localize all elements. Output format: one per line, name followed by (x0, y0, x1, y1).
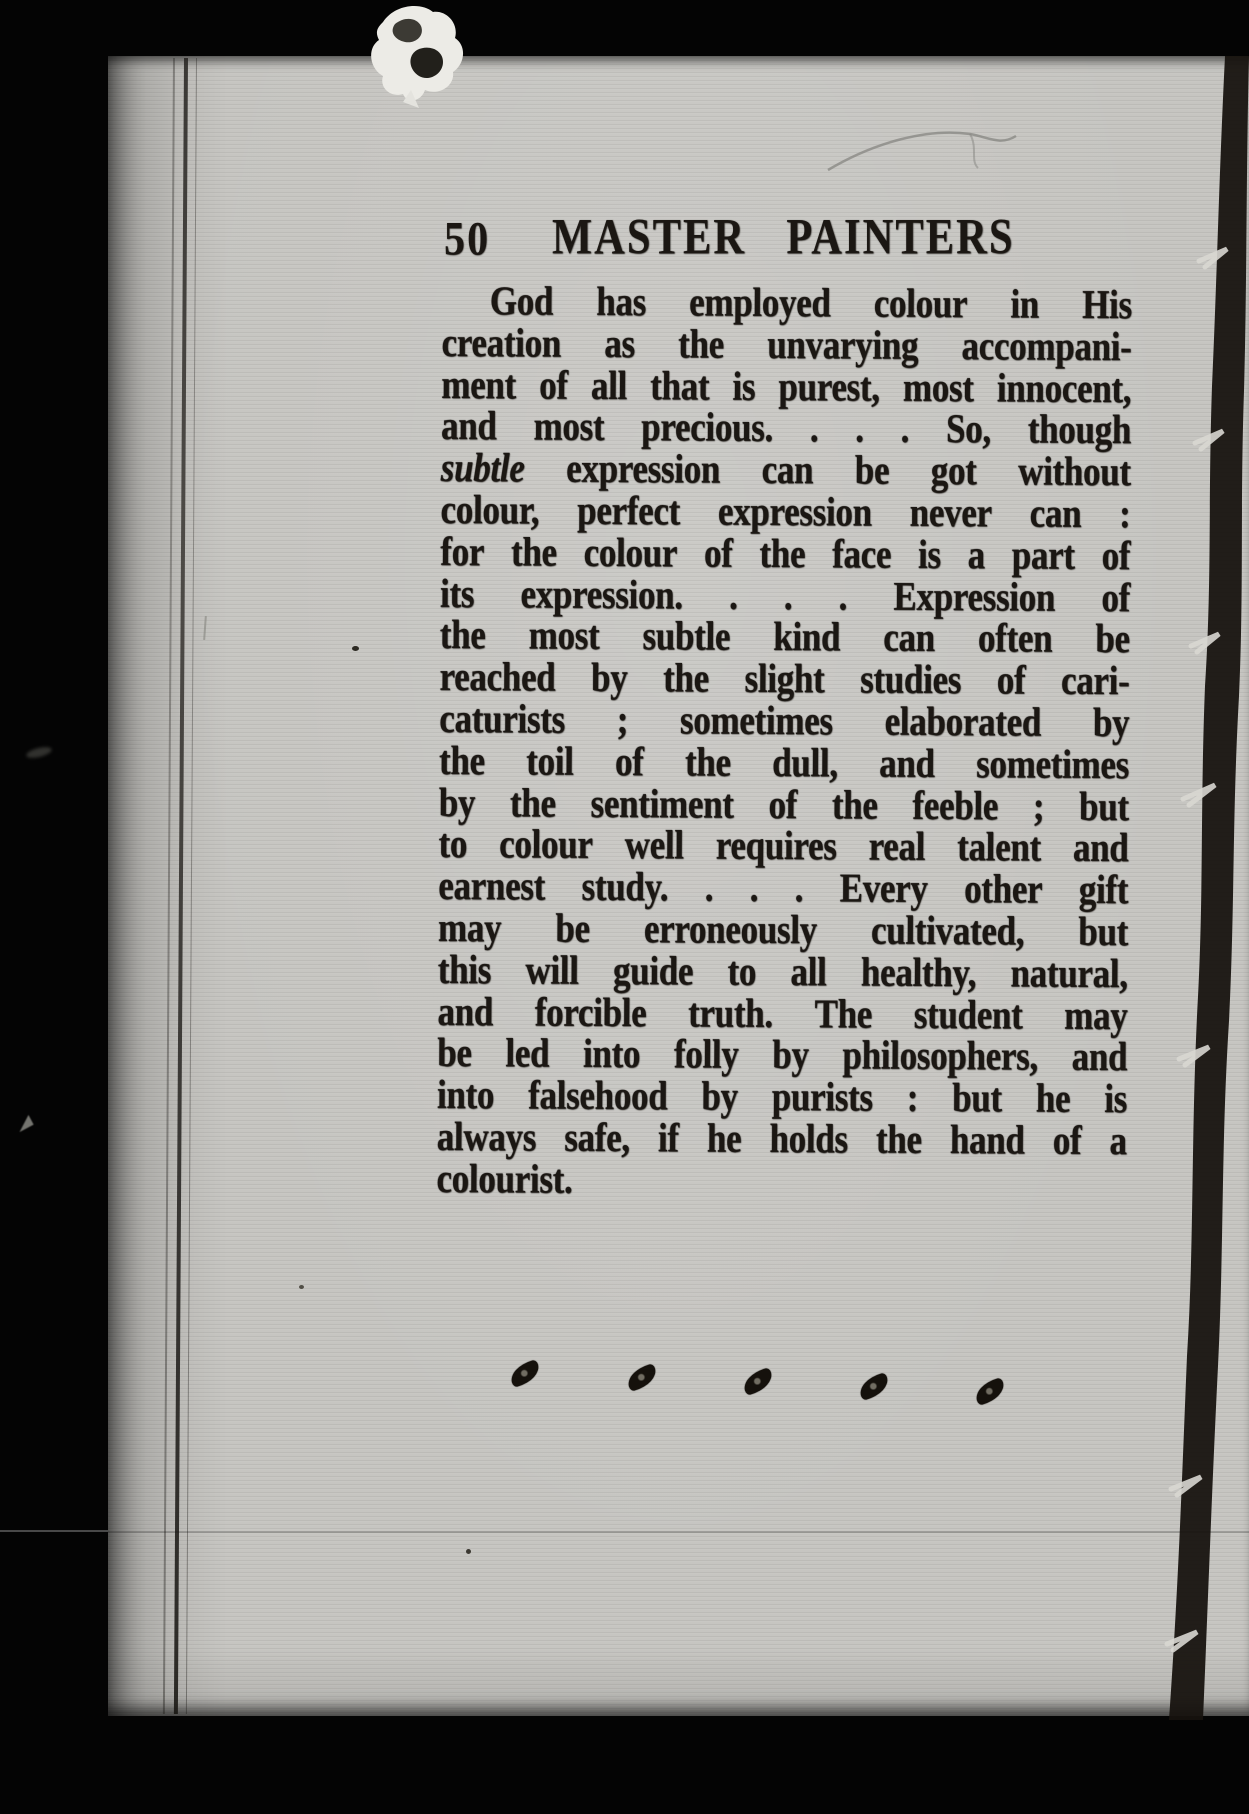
word: is (917, 531, 941, 578)
scan-artifact-line-left (0, 1530, 108, 1532)
word: . (900, 405, 910, 452)
word: by (438, 779, 476, 826)
word: natural, (1010, 949, 1128, 997)
word: purest, (778, 363, 880, 410)
word: part (1011, 531, 1075, 578)
text-line (436, 1155, 1126, 1208)
word: ment (441, 361, 517, 408)
word: His (1082, 281, 1133, 328)
word: often (977, 615, 1053, 662)
word: student (913, 991, 1023, 1038)
word: most (528, 612, 600, 659)
word: truth. (688, 989, 774, 1036)
word: guide (612, 947, 694, 994)
ink-speck (299, 1285, 304, 1289)
word: into (582, 1030, 641, 1077)
word: sentiment (590, 780, 734, 827)
word: dull, (772, 739, 838, 786)
word: expression (717, 488, 872, 535)
word: precious. (641, 404, 774, 451)
word: a (1109, 1117, 1127, 1164)
running-header-title: MASTER PAINTERS (552, 207, 1015, 265)
word: can (883, 614, 936, 661)
word: got (930, 447, 977, 494)
word: perfect (577, 487, 681, 534)
word: cultivated, (870, 907, 1025, 954)
word: be (1095, 616, 1130, 662)
word: and (1072, 824, 1129, 871)
binding-stitches (1139, 56, 1249, 1720)
word: colour (499, 821, 593, 868)
word: he (1035, 1075, 1071, 1122)
word: by (772, 1032, 809, 1078)
word: So, (945, 406, 992, 453)
word: always (436, 1113, 537, 1160)
word: in (1010, 281, 1040, 327)
word: ; (1032, 782, 1045, 829)
word: The (814, 990, 873, 1037)
word: Expression (893, 573, 1056, 620)
word: be (854, 447, 890, 494)
word: other (964, 866, 1043, 913)
word: kind (773, 614, 841, 661)
word: though (1027, 406, 1132, 453)
word: Every (839, 865, 928, 912)
word: is (1104, 1075, 1128, 1122)
word: earnest (438, 862, 546, 910)
word: holds (769, 1115, 848, 1162)
word: the (439, 612, 486, 658)
word: this (437, 946, 492, 993)
word: . (838, 572, 848, 619)
word: the (678, 320, 725, 367)
word: face (832, 530, 892, 577)
word: colour (583, 529, 678, 576)
word: . (855, 405, 864, 452)
word: but (952, 1074, 1003, 1121)
word: falsehood (528, 1072, 668, 1119)
word: . (783, 572, 793, 619)
word: but (1078, 783, 1129, 830)
ink-speck (466, 1549, 471, 1554)
word: all (790, 948, 827, 995)
word: colour (873, 280, 968, 327)
word: can (761, 446, 814, 493)
word: reached (439, 653, 556, 701)
word: of (614, 738, 644, 785)
word: never (909, 489, 992, 536)
word: toil (526, 737, 574, 784)
word: be (555, 905, 590, 952)
word: without (1018, 448, 1131, 495)
word: may (437, 904, 502, 951)
word: into (436, 1071, 495, 1118)
word: of (1052, 1117, 1082, 1164)
word: study. (581, 863, 669, 910)
word: and (437, 988, 494, 1035)
word: expression (566, 445, 721, 493)
word: most (533, 403, 605, 450)
word: of (539, 361, 568, 408)
word: . (749, 864, 759, 911)
page-number: 50 (444, 211, 491, 266)
paragraph (436, 277, 1133, 1207)
word: has (596, 278, 647, 325)
word: . (809, 405, 819, 451)
word: the (684, 738, 731, 785)
word: feeble (912, 782, 999, 829)
word: will (525, 946, 579, 993)
scratch-mark (820, 108, 1030, 198)
word: expression. (520, 570, 683, 618)
word: to (438, 821, 468, 867)
word: slight (744, 655, 825, 702)
word: by (1092, 699, 1130, 746)
word: and (440, 403, 497, 450)
margin-smudge (25, 745, 52, 760)
margin-angle-mark (14, 1115, 33, 1132)
word: the (663, 655, 710, 702)
word: if (657, 1114, 679, 1161)
word: folly (673, 1031, 739, 1078)
word: by (590, 654, 628, 701)
word: can (1029, 490, 1082, 537)
word: the (759, 530, 806, 577)
word: of (1101, 532, 1131, 579)
word: its (439, 570, 475, 617)
word: of (1101, 574, 1131, 621)
word: employed (689, 279, 831, 326)
word: philosophers, (842, 1032, 1039, 1080)
word: . (704, 864, 714, 911)
word: of (703, 530, 733, 576)
word: : (1119, 490, 1131, 537)
word: be (437, 1030, 472, 1076)
word: caturists (439, 695, 566, 743)
word: the (438, 737, 485, 784)
word: sometimes (679, 697, 833, 744)
word: by (701, 1073, 738, 1120)
word: gift (1078, 866, 1129, 913)
word: as (604, 320, 636, 367)
word: studies (860, 656, 962, 703)
word: cari- (1060, 657, 1130, 704)
word: : (906, 1074, 919, 1121)
word: subtle (642, 613, 731, 660)
word: erroneously (643, 905, 818, 953)
word: the (510, 528, 557, 575)
word: . (794, 864, 804, 911)
word: and (879, 740, 935, 787)
word: . (729, 572, 738, 618)
word: ; (616, 696, 629, 743)
word: safe, (564, 1114, 630, 1161)
word: the (831, 781, 878, 828)
word: God (489, 277, 554, 324)
word: colour, (440, 486, 540, 533)
word: innocent, (996, 364, 1132, 412)
word: forcible (534, 988, 647, 1036)
word: he (706, 1115, 742, 1162)
word: led (505, 1030, 550, 1077)
word: the (509, 779, 556, 826)
word: talent (957, 824, 1042, 871)
word: a (967, 531, 986, 578)
word: all (590, 362, 628, 409)
word: is (732, 363, 756, 409)
word: sometimes (976, 740, 1130, 788)
word: subtle (440, 444, 525, 491)
word: elaborated (884, 698, 1042, 745)
paper-tear-mark (355, 2, 475, 112)
word: unvarying (767, 321, 919, 369)
word: and (1071, 1033, 1128, 1080)
word: colourist. (436, 1155, 573, 1202)
scan-artifact-line (108, 1531, 1249, 1533)
ink-speck (352, 646, 359, 651)
word: real (868, 823, 926, 870)
binding-band (1169, 56, 1249, 1720)
word: most (902, 364, 974, 411)
word: creation (441, 319, 562, 366)
word: that (650, 362, 710, 409)
word: well (624, 822, 684, 869)
word: requires (715, 822, 837, 870)
word: to (727, 948, 757, 994)
word: of (996, 657, 1026, 704)
word: accompani- (961, 322, 1132, 370)
word: hand (949, 1116, 1025, 1163)
word: but (1078, 908, 1129, 955)
word: may (1064, 992, 1128, 1039)
word: for (440, 528, 485, 575)
word: the (875, 1116, 922, 1163)
word: of (768, 781, 798, 828)
word: healthy, (860, 948, 977, 996)
word: purists (771, 1073, 873, 1121)
